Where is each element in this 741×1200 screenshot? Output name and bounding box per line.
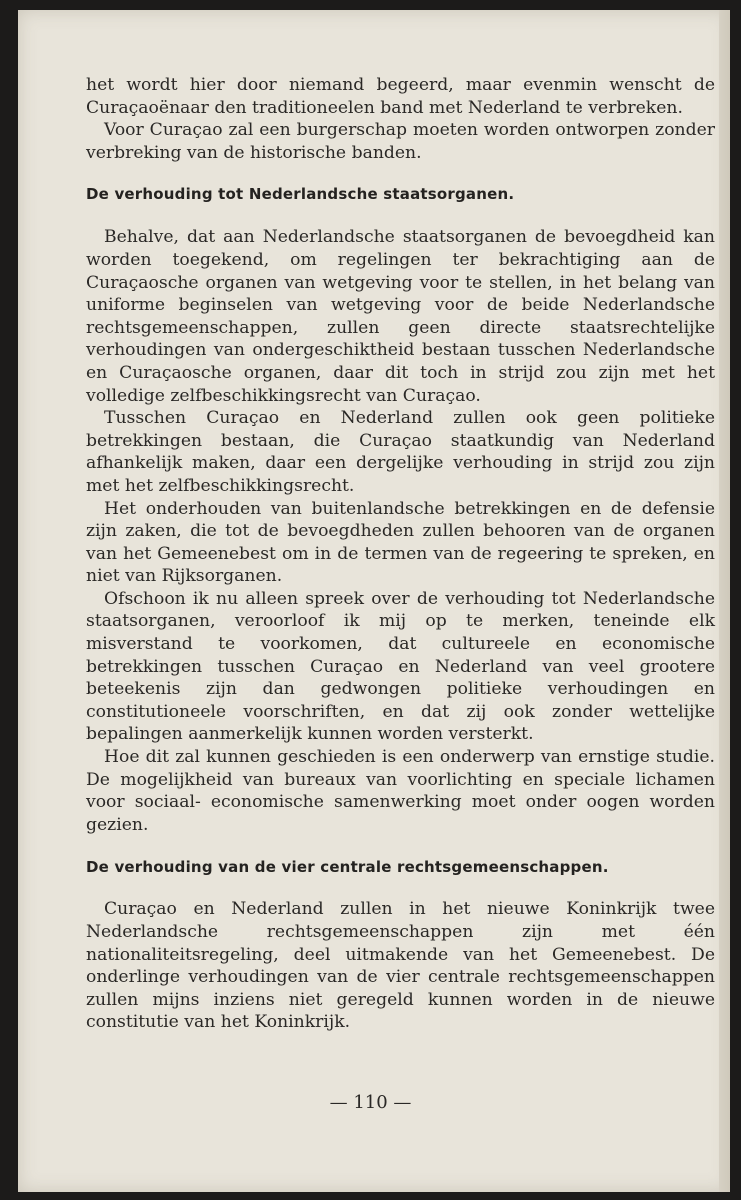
section-1-paragraph-4: Ofschoon ik nu alleen spreek over de verhouding tot Nederlandsche staatsorganen, veroorloof ik mij op te merken, teneinde elk misverstand te voorkomen, dat cultureele en economische betrekkingen tusschen Curaçao en Nederland van veel grootere beteekenis zijn dan gedwongen politieke verhoudingen en constitutioneele voorschriften, en dat zij ook zonder wettelijke bepalingen aanmerkelijk kunnen worden versterkt.: [86, 588, 715, 745]
section-1-paragraph-5: Hoe dit zal kunnen geschieden is een onderwerp van ernstige studie. De mogelijkheid van bureaux van voorlichting en speciale lichamen voor sociaal- economische samenwerking moet onder oogen worden gezien.: [86, 747, 715, 835]
body-text: [86, 74, 715, 1034]
page-number: — 110 —: [329, 1092, 412, 1113]
intro-paragraph-2: Voor Curaçao zal een burgerschap moeten worden ontworpen zonder verbreking van de historische banden.: [86, 120, 715, 163]
section-1-paragraph-2: Tusschen Curaçao en Nederland zullen ook geen politieke betrekkingen bestaan, die Curaçao staatkundig van Nederland afhankelijk maken, daar een dergelijke verhouding in strijd zou zijn met het zelfbeschikkingsrecht.: [86, 408, 715, 496]
section-1-paragraph-1: Behalve, dat aan Nederlandsche staatsorganen de bevoegdheid kan worden toegekend, om regelingen ter bekrachtiging aan de Curaçaosche organen van wetgeving voor te stellen, in het belang van uniforme beginselen van wetgeving voor de beide Nederlandsche rechtsgemeenschappen, zullen geen directe staatsrechtelijke verhoudingen van ondergeschiktheid bestaan tusschen Nederlandsche en Curaçaosche organen, daar dit toch in strijd zou zijn met het volledige zelfbeschikkingsrecht van Curaçao.: [86, 227, 715, 406]
intro-paragraph-1: het wordt hier door niemand begeerd, maar evenmin wenscht de Curaçaoënaar den traditioneelen band met Nederland te verbreken.: [86, 75, 715, 118]
section-heading-1: De verhouding tot Nederlandsche staatsorganen.: [86, 185, 515, 204]
section-1-paragraph-3: Het onderhouden van buitenlandsche betrekkingen en de defensie zijn zaken, die tot de bevoegdheden zullen behooren van de organen van het Gemeenebest om in de termen van de regeering te spreken, en niet van Rijksorganen.: [86, 498, 715, 587]
page-edge: [719, 10, 730, 1192]
section-heading-2: De verhouding van de vier centrale rechtsgemeenschappen.: [86, 858, 609, 877]
section-2-paragraph-1: Curaçao en Nederland zullen in het nieuwe Koninkrijk twee Nederlandsche rechtsgemeenschappen zijn met één nationaliteitsregeling, deel uitmakende van het Gemeenebest. De onderlinge verhoudingen van de vier centrale rechtsgemeenschappen zullen mijns inziens niet geregeld kunnen worden in de nieuwe constitutie van het Koninkrijk.: [86, 899, 715, 1033]
